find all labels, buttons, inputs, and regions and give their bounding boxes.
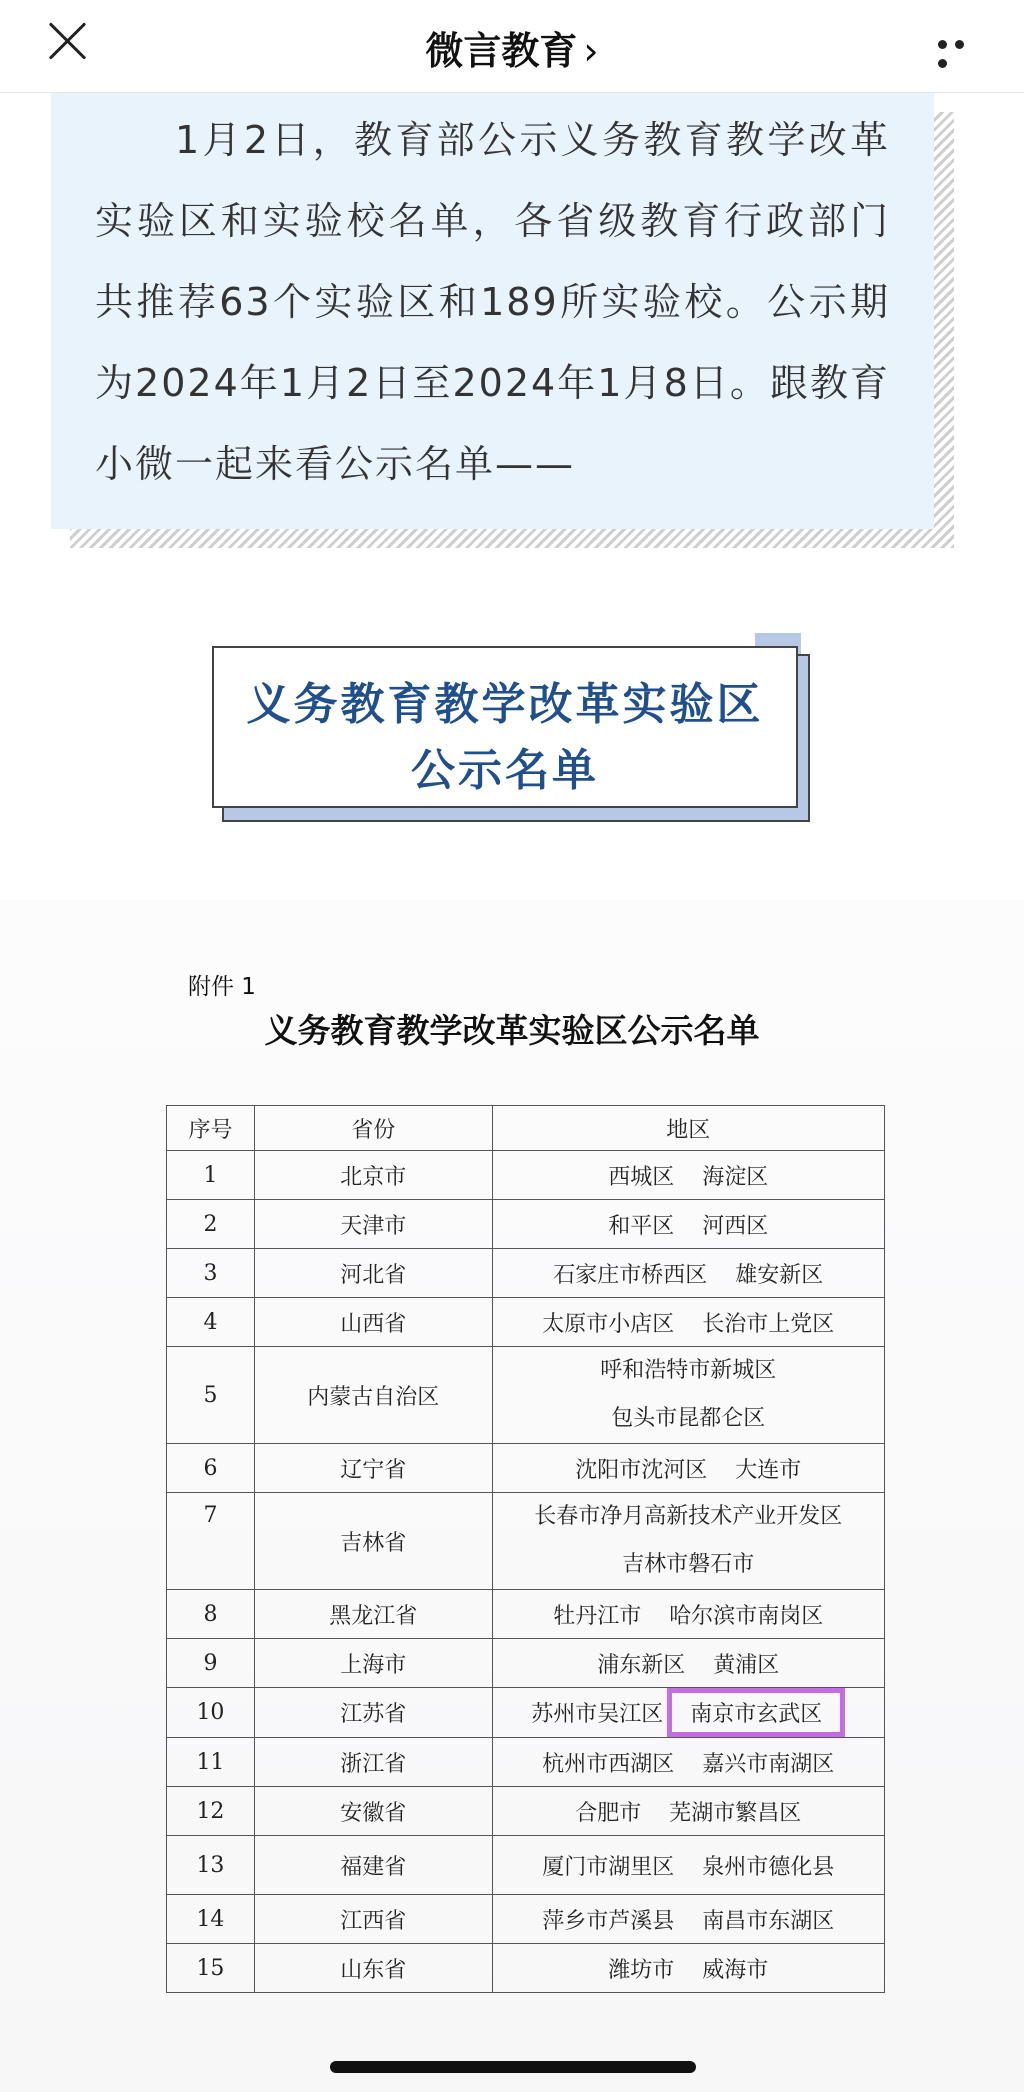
row-province: 吉林省 <box>254 1493 492 1590</box>
home-indicator <box>330 2061 696 2073</box>
row-regions <box>492 1944 884 1993</box>
heading-line-1: 义务教育教学改革实验区 <box>246 679 764 730</box>
table-row <box>167 1249 885 1298</box>
row-regions <box>492 1151 884 1200</box>
row-regions <box>492 1836 884 1895</box>
row-number: 11 <box>167 1738 255 1787</box>
region-name: 长治市上党区 <box>702 1311 835 1337</box>
region-name: 长春市净月高新技术产业开发区 <box>534 1504 843 1529</box>
table-row <box>167 1639 885 1688</box>
row-number: 10 <box>167 1688 255 1738</box>
region-name: 苏州市吴江区 <box>531 1702 664 1727</box>
table-row <box>167 1738 885 1787</box>
region-name: 黄浦区 <box>713 1652 780 1678</box>
row-regions <box>492 1639 884 1688</box>
row-regions <box>492 1688 884 1738</box>
row-number: 15 <box>167 1944 255 1993</box>
header-province: 省份 <box>254 1106 492 1151</box>
region-name: 嘉兴市南湖区 <box>702 1751 835 1777</box>
region-name: 和平区 <box>608 1213 675 1239</box>
region-name: 大连市 <box>735 1457 802 1483</box>
region-name: 雄安新区 <box>735 1262 824 1288</box>
row-regions <box>492 1895 884 1944</box>
table-row <box>167 1200 885 1249</box>
region-name: 吉林市磐石市 <box>622 1552 755 1577</box>
region-name: 西城区 <box>608 1164 675 1190</box>
highlighted-region: 南京市玄武区 <box>667 1688 845 1737</box>
heading-line-2: 公示名单 <box>411 745 599 796</box>
row-number: 4 <box>167 1298 255 1347</box>
region-name: 呼和浩特市新城区 <box>600 1358 777 1383</box>
account-title: 微言教育 <box>425 29 578 73</box>
more-dot <box>955 40 964 49</box>
intro-box <box>51 92 934 529</box>
row-province: 福建省 <box>254 1836 492 1895</box>
region-name: 浦东新区 <box>597 1652 686 1678</box>
row-number: 14 <box>167 1895 255 1944</box>
region-name: 潍坊市 <box>608 1957 675 1983</box>
row-province: 山东省 <box>254 1944 492 1993</box>
row-number: 2 <box>167 1200 255 1249</box>
table-row <box>167 1493 885 1590</box>
row-province: 天津市 <box>254 1200 492 1249</box>
table-row <box>167 1590 885 1639</box>
row-number: 5 <box>167 1347 255 1444</box>
region-name: 沈阳市沈河区 <box>575 1457 708 1483</box>
header-region: 地区 <box>492 1106 884 1151</box>
header-number: 序号 <box>167 1106 255 1151</box>
account-title-link[interactable] <box>0 20 1024 75</box>
table-row <box>167 1895 885 1944</box>
row-regions <box>492 1590 884 1639</box>
table-row <box>167 1347 885 1444</box>
row-province: 江西省 <box>254 1895 492 1944</box>
row-province: 安徽省 <box>254 1787 492 1836</box>
heading-card <box>212 646 798 808</box>
region-name: 芜湖市繁昌区 <box>669 1800 802 1826</box>
table-row <box>167 1836 885 1895</box>
region-name: 河西区 <box>702 1213 769 1239</box>
table-body <box>167 1151 885 1993</box>
region-name: 威海市 <box>702 1957 769 1983</box>
table-row <box>167 1944 885 1993</box>
row-regions <box>492 1787 884 1836</box>
row-province: 内蒙古自治区 <box>254 1347 492 1444</box>
row-regions <box>492 1444 884 1493</box>
document-title: 义务教育教学改革实验区公示名单 <box>264 1011 760 1050</box>
top-nav-bar <box>0 0 1024 93</box>
row-number: 1 <box>167 1151 255 1200</box>
chevron-right-icon: › <box>583 29 599 73</box>
region-name: 包头市昆都仑区 <box>611 1406 766 1431</box>
row-province: 北京市 <box>254 1151 492 1200</box>
table-row <box>167 1298 885 1347</box>
row-number: 9 <box>167 1639 255 1688</box>
region-name: 哈尔滨市南岗区 <box>669 1603 824 1629</box>
row-number: 13 <box>167 1836 255 1895</box>
row-province: 上海市 <box>254 1639 492 1688</box>
row-regions <box>492 1347 884 1444</box>
row-regions <box>492 1200 884 1249</box>
region-name: 合肥市 <box>575 1800 642 1826</box>
region-name: 萍乡市芦溪县 <box>542 1908 675 1934</box>
row-province: 黑龙江省 <box>254 1590 492 1639</box>
more-dot <box>938 40 947 49</box>
more-dot <box>938 59 947 68</box>
row-number: 6 <box>167 1444 255 1493</box>
table-row <box>167 1444 885 1493</box>
row-number: 8 <box>167 1590 255 1639</box>
row-province: 江苏省 <box>254 1688 492 1738</box>
row-regions <box>492 1738 884 1787</box>
row-regions <box>492 1298 884 1347</box>
row-number: 3 <box>167 1249 255 1298</box>
row-province: 辽宁省 <box>254 1444 492 1493</box>
region-name: 杭州市西湖区 <box>542 1751 675 1777</box>
region-name: 牡丹江市 <box>553 1603 642 1629</box>
table-header-row <box>167 1106 885 1151</box>
row-province: 山西省 <box>254 1298 492 1347</box>
row-province: 河北省 <box>254 1249 492 1298</box>
pilot-zone-table <box>166 1105 885 1993</box>
region-name: 南昌市东湖区 <box>702 1908 835 1934</box>
region-name: 厦门市湖里区 <box>542 1854 675 1880</box>
intro-paragraph: 1月2日，教育部公示义务教育教学改革实验区和实验校名单，各省级教育行政部门共推荐63个实验区和189所实验校。公示期为2024年1月2日至2024年1月8日。跟教育小微一起来看公示名单—— <box>95 118 890 486</box>
row-regions <box>492 1249 884 1298</box>
region-name: 太原市小店区 <box>542 1311 675 1337</box>
region-name: 泉州市德化县 <box>702 1854 835 1880</box>
table-row <box>167 1688 885 1738</box>
row-number: 7 <box>167 1493 255 1590</box>
row-number: 12 <box>167 1787 255 1836</box>
region-name: 石家庄市桥西区 <box>553 1262 708 1288</box>
table-row <box>167 1787 885 1836</box>
row-regions <box>492 1493 884 1590</box>
table-row <box>167 1151 885 1200</box>
row-province: 浙江省 <box>254 1738 492 1787</box>
region-name: 海淀区 <box>702 1164 769 1190</box>
more-icon[interactable] <box>938 34 988 48</box>
annex-label: 附件 1 <box>188 974 256 1000</box>
